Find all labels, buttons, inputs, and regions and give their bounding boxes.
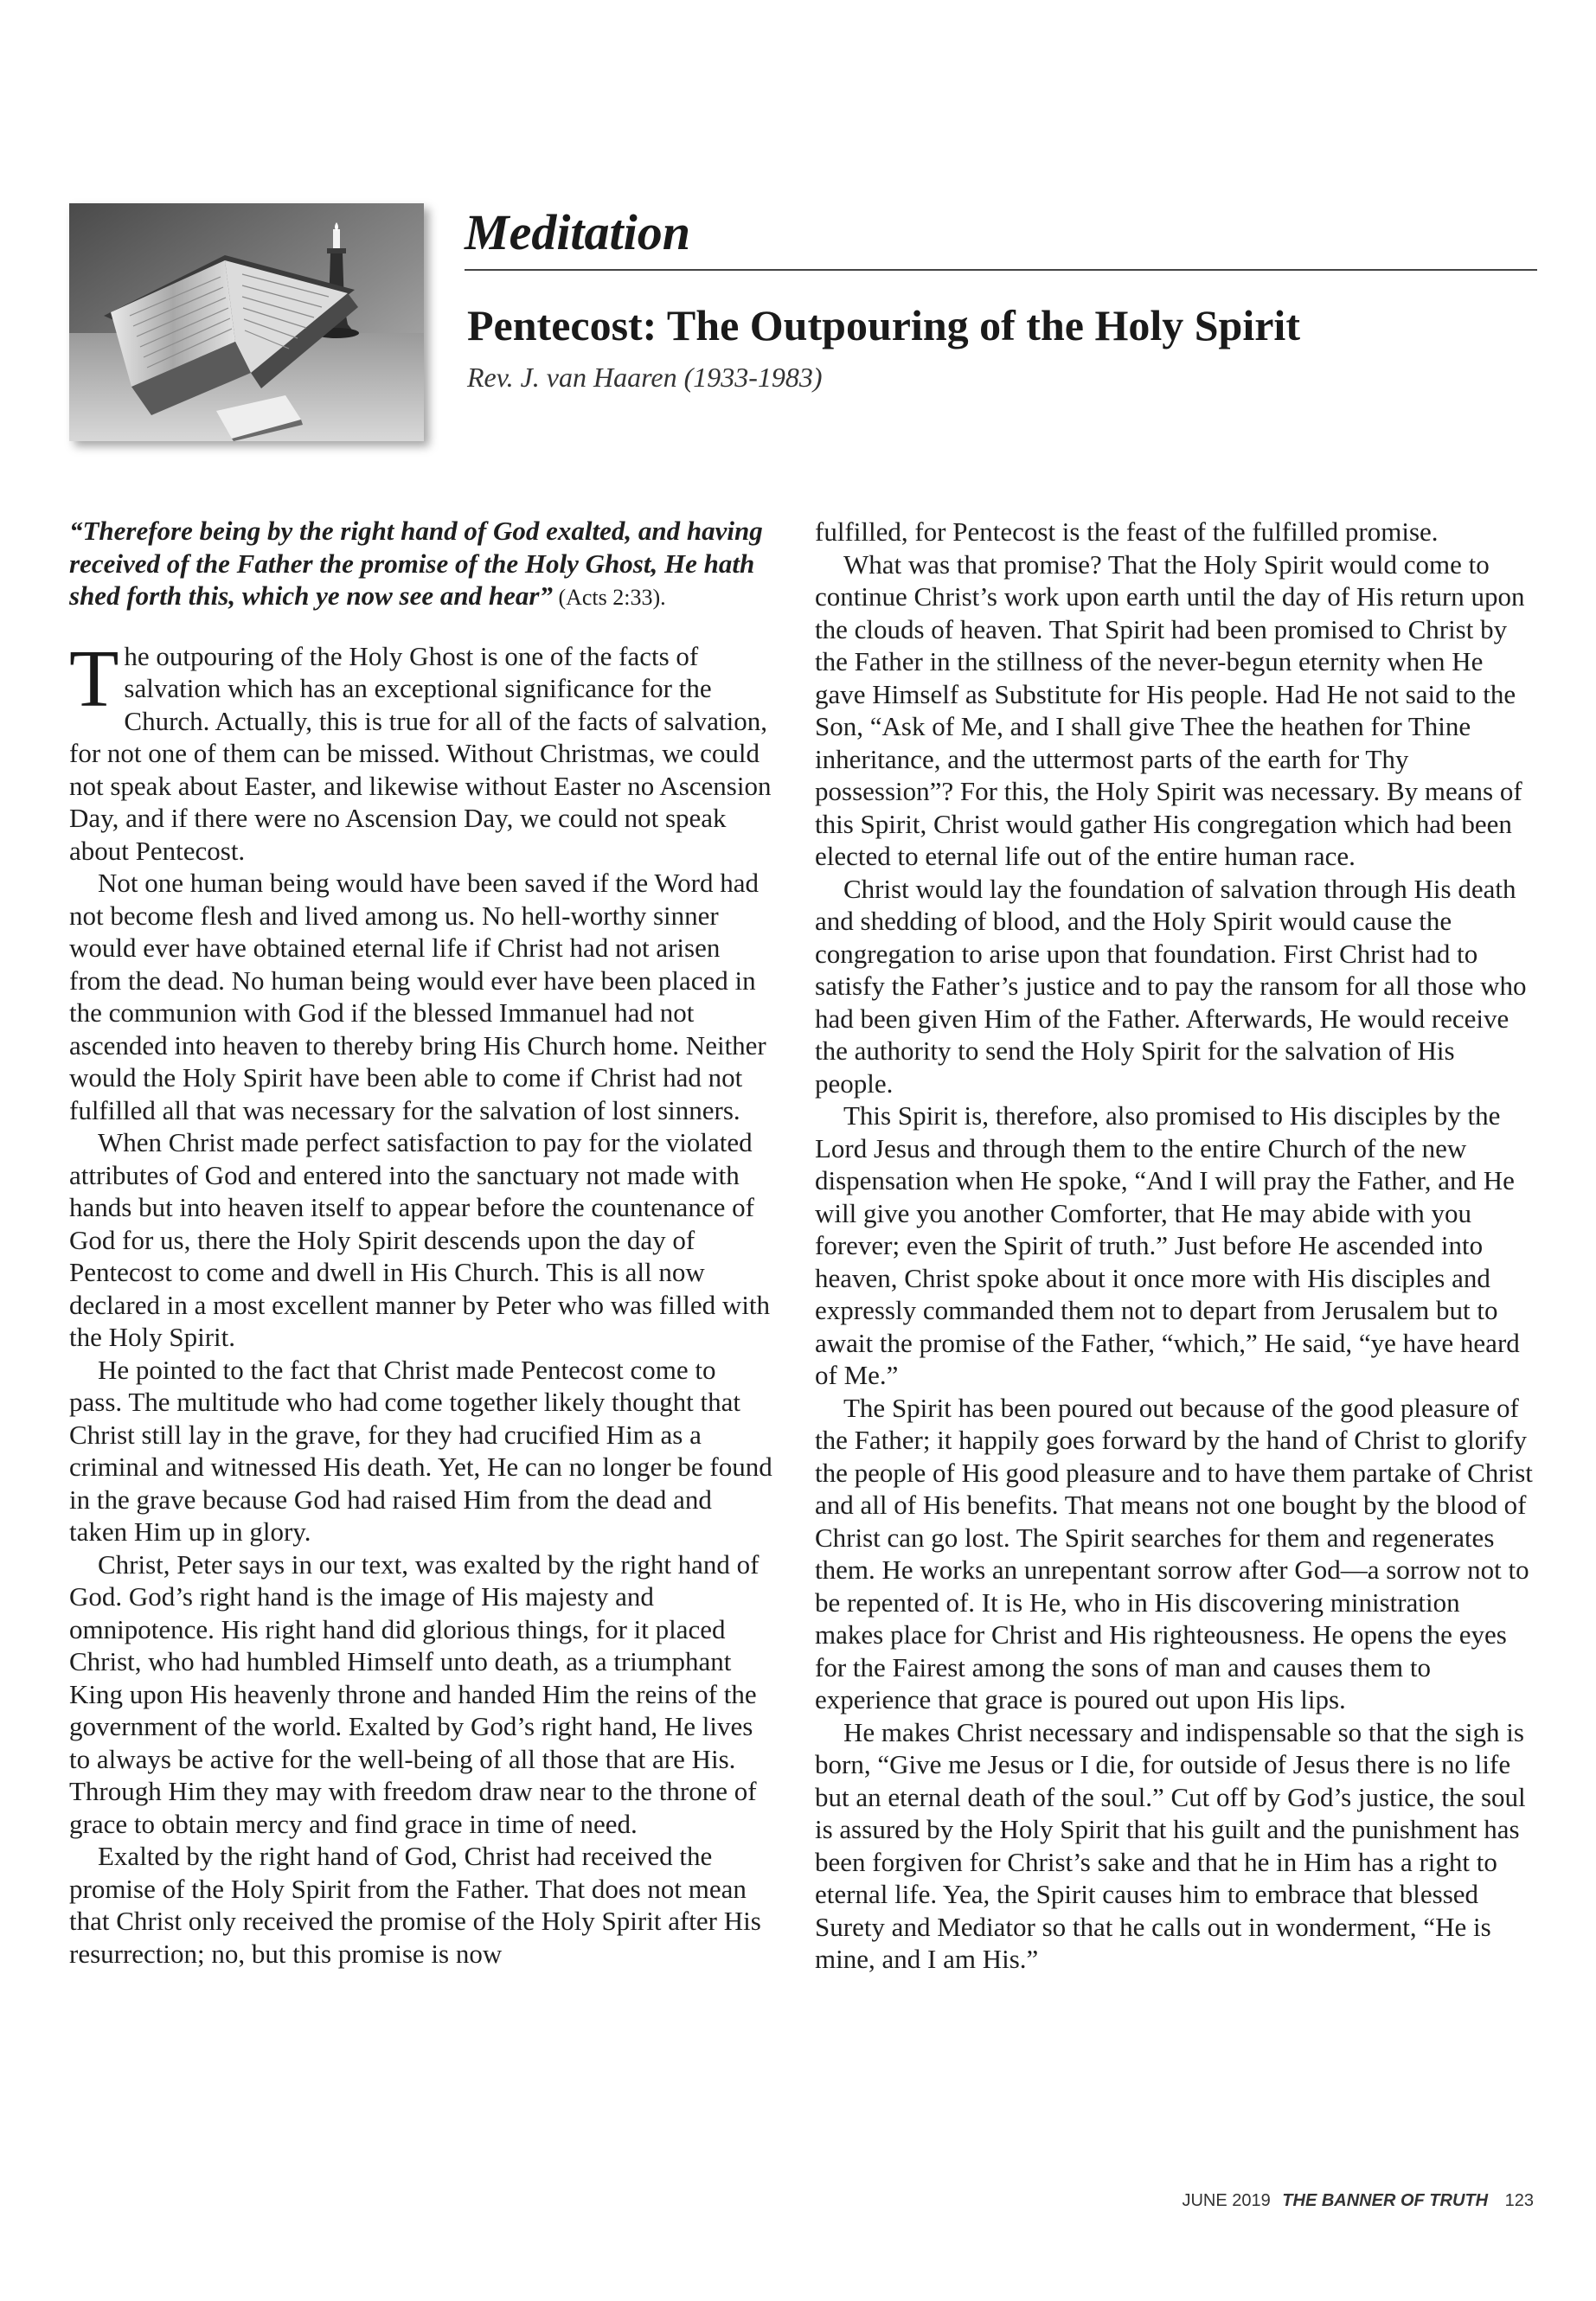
article-title: Pentecost: The Outpouring of the Holy Spirit (467, 301, 1300, 349)
epigraph-quote: “Therefore being by the right hand of God exalted, and having received of the Father the promise of the Holy Ghost, He hath shed forth this, which ye now see and hear” (69, 516, 763, 611)
body-paragraph: He makes Christ necessary and indispensable so that the sigh is born, “Give me Jesus or I die, for outside of Jesus there is no life but an eternal death of the soul.” Cut off by God’s justice, the soul is assured by the Holy Spirit that his guilt and the punishment has been forgiven for Christ’s sake and that he in Him has a right to eternal life. Yea, the Spirit causes him to embrace that blessed Surety and Mediator so that he calls out in wonderment, “He is mine, and I am His.” (815, 1716, 1526, 1974)
issue-date: JUNE 2019 (1182, 2191, 1271, 2210)
opening-paragraph-text: he outpouring of the Holy Ghost is one of the facts of salvation which has an exceptional significance for the Church. Actually, this is true for all of the facts of salvation, for not one of them can be missed. Without Christmas, we could not speak about Easter, and likewise without Easter no Ascension Day, and if there were no Ascension Day, we could not speak about Pentecost. (69, 640, 772, 866)
section-label: Meditation (465, 204, 691, 260)
epigraph (69, 515, 774, 614)
body-paragraph: Christ, Peter says in our text, was exalted by the right hand of God. God’s right hand is the image of His majesty and omnipotence. His right hand did glorious things, for it placed Christ, who had humbled Himself unto death, as a triumphant King upon His heavenly throne and handed Him the reins of the government of the world. Exalted by God’s right hand, He lives to always be active for the well-being of all those that are His. Through Him they may with freedom draw near to the throne of grace to obtain mercy and find grace in time of need. (69, 1548, 760, 1839)
body-paragraph: Exalted by the right hand of God, Christ had received the promise of the Holy Spirit from the Father. That does not mean that Christ only received the promise of the Holy Spirit after His resurrection; no, but this promise is now (69, 1841, 761, 1969)
article-author: Rev. J. van Haaren (1933-1983) (467, 362, 823, 393)
page-footer (1182, 2191, 1534, 2211)
body-paragraph: He pointed to the fact that Christ made Pentecost come to pass. The multitude who had come together likely thought that Christ still lay in the grave, for they had crucified Him as a criminal and witnessed His death. Yet, He can no longer be found in the grave because God had raised Him from the dead and taken Him up in glory. (69, 1354, 772, 1547)
body-paragraph: What was that promise? That the Holy Spirit would come to continue Christ’s work upon earth until the day of His return upon the clouds of heaven. That Spirit had been promised to Christ by the Father in the stillness of the never-begun eternity when He gave Himself as Substitute for His people. Had He not said to the Son, “Ask of Me, and I shall give Thee the heathen for Thine inheritance, and the uttermost parts of the earth for Thy possession”? For this, the Holy Spirit was necessary. By means of this Spirit, Christ would gather His congregation which had been elected to eternal life out of the entire human race. (815, 548, 1525, 871)
magazine-name: THE BANNER OF TRUTH (1282, 2191, 1489, 2210)
opening-paragraph (69, 633, 774, 868)
drop-cap: T (69, 633, 119, 724)
right-column (815, 516, 1533, 1976)
section-divider (465, 269, 1537, 271)
body-paragraph: Christ would lay the foundation of salvation through His death and shedding of blood, and the Holy Spirit would cause the congregation to arise upon that foundation. First Christ had to satisfy the Father’s justice and to pay the ransom for all those who had been given Him of the Father. Afterwards, He would receive the authority to send the Holy Spirit for the salvation of His people. (815, 873, 1527, 1099)
page-number: 123 (1504, 2191, 1534, 2210)
body-paragraph: Not one human being would have been saved if the Word had not become flesh and lived among us. No hell-worthy sinner would ever have obtained eternal life if Christ had not arisen from the dead. No human being would ever have been placed in the communion with God if the blessed Immanuel had not ascended into heaven to thereby bring His Church home. Neither would the Holy Spirit have been able to come if Christ had not fulfilled all that was necessary for the salvation of lost sinners. (69, 868, 766, 1125)
body-paragraph: The Spirit has been poured out because of the good pleasure of the Father; it happily goes forward by the hand of Christ to glorify the people of His good pleasure and to have them partake of Christ and all of His benefits. That means not one bought by the blood of Christ can go lost. The Spirit searches for them and regenerates them. He works an unrepentant sorrow after God—a sorrow not to be repented of. It is He, who in His discovering ministration makes place for Christ and His righteousness. He opens the eyes for the Fairest among the sons of man and causes them to experience that grace is poured out upon His lips. (815, 1392, 1533, 1715)
epigraph-reference: (Acts 2:33). (552, 585, 666, 610)
body-paragraph: This Spirit is, therefore, also promised to His disciples by the Lord Jesus and through them to the entire Church of the new dispensation when He spoke, “And I will pray the Father, and He will give you another Comforter, that He may abide with you forever; even the Spirit of truth.” Just before He ascended into heaven, Christ spoke about it once more with His disciples and expressly commanded them not to depart from Jerusalem but to await the promise of the Father, “which,” He said, “ye have heard of Me.” (815, 1100, 1520, 1390)
continued-paragraph: fulfilled, for Pentecost is the feast of the fulfilled promise. (815, 516, 1439, 547)
bible-drawing (69, 203, 424, 441)
open-bible-illustration (69, 203, 424, 441)
left-column (69, 515, 774, 1970)
body-paragraph: When Christ made perfect satisfaction to pay for the violated attributes of God and entered into the sanctuary not made with hands but into heaven itself to appear before the countenance of God for us, there the Holy Spirit descends upon the day of Pentecost to come and dwell in His Church. This is all now declared in a most excellent manner by Peter who was filled with the Holy Spirit. (69, 1127, 771, 1352)
